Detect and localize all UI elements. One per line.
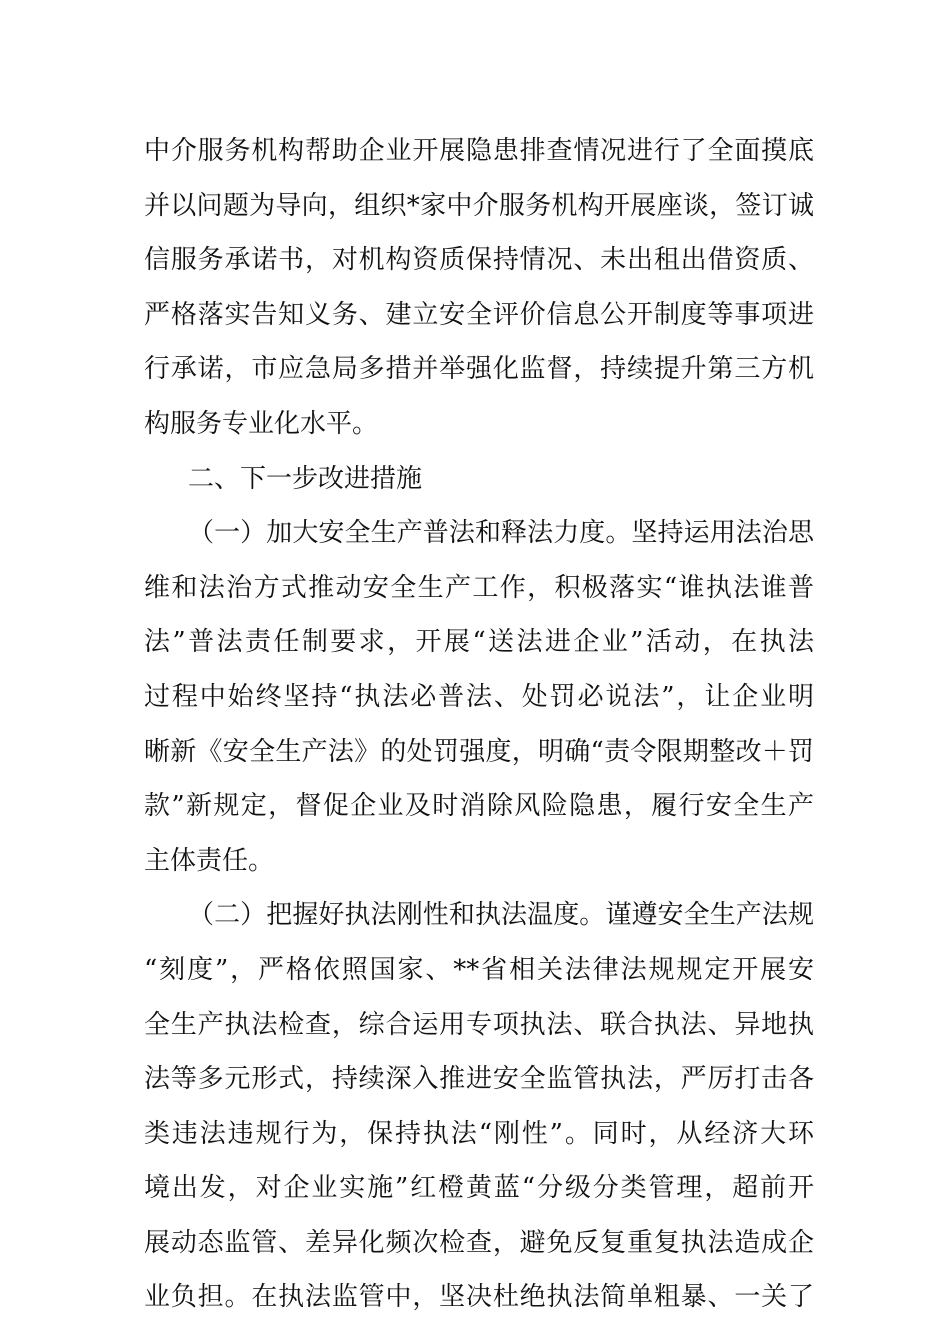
text-line: 晰新《安全生产法》的处罚强度，明确“责令限期整改＋罚 [144, 736, 814, 767]
text-line: 业负担。在执法监管中，坚决杜绝执法简单粗暴、一关了 [144, 1282, 814, 1313]
text-line: 法”普法责任制要求，开展“送法进企业”活动，在执法 [144, 627, 814, 658]
text-line: 行承诺，市应急局多措并举强化监督，持续提升第三方机 [144, 354, 814, 385]
text-line: “刻度”，严格依照国家、**省相关法律法规规定开展安 [144, 954, 814, 985]
subsection-heading-line: （一）加大安全生产普法和释法力度。坚持运用法治思 [188, 518, 814, 549]
text-line: 过程中始终坚持“执法必普法、处罚必说法”，让企业明 [144, 681, 814, 712]
text-line: 类违法违规行为，保持执法“刚性”。同时，从经济大环 [144, 1118, 814, 1149]
text-line: 主体责任。 [144, 845, 275, 876]
text-line: 并以问题为导向，组织*家中介服务机构开展座谈，签订诚 [144, 190, 814, 221]
text-line: 中介服务机构帮助企业开展隐患排查情况进行了全面摸底 [144, 136, 814, 166]
section-heading: 二、下一步改进措施 [188, 463, 423, 494]
text-line: 款”新规定，督促企业及时消除风险隐患，履行安全生产 [144, 791, 814, 822]
text-line: 展动态监管、差异化频次检查，避免反复重复执法造成企 [144, 1227, 814, 1258]
text-line: 严格落实告知义务、建立安全评价信息公开制度等事项进 [144, 299, 814, 330]
text-line: 法等多元形式，持续深入推进安全监管执法，严厉打击各 [144, 1064, 814, 1095]
text-line: 信服务承诺书，对机构资质保持情况、未出租出借资质、 [144, 245, 814, 276]
subsection-heading-line: （二）把握好执法刚性和执法温度。谨遵安全生产法规 [188, 900, 814, 931]
body-text [144, 124, 814, 1325]
text-line: 维和法治方式推动安全生产工作，积极落实“谁执法谁普 [144, 572, 814, 603]
text-line: 全生产执法检查，综合运用专项执法、联合执法、异地执 [144, 1009, 814, 1040]
text-line: 境出发，对企业实施”红橙黄蓝“分级分类管理，超前开 [144, 1173, 814, 1204]
text-line: 构服务专业化水平。 [144, 408, 379, 439]
